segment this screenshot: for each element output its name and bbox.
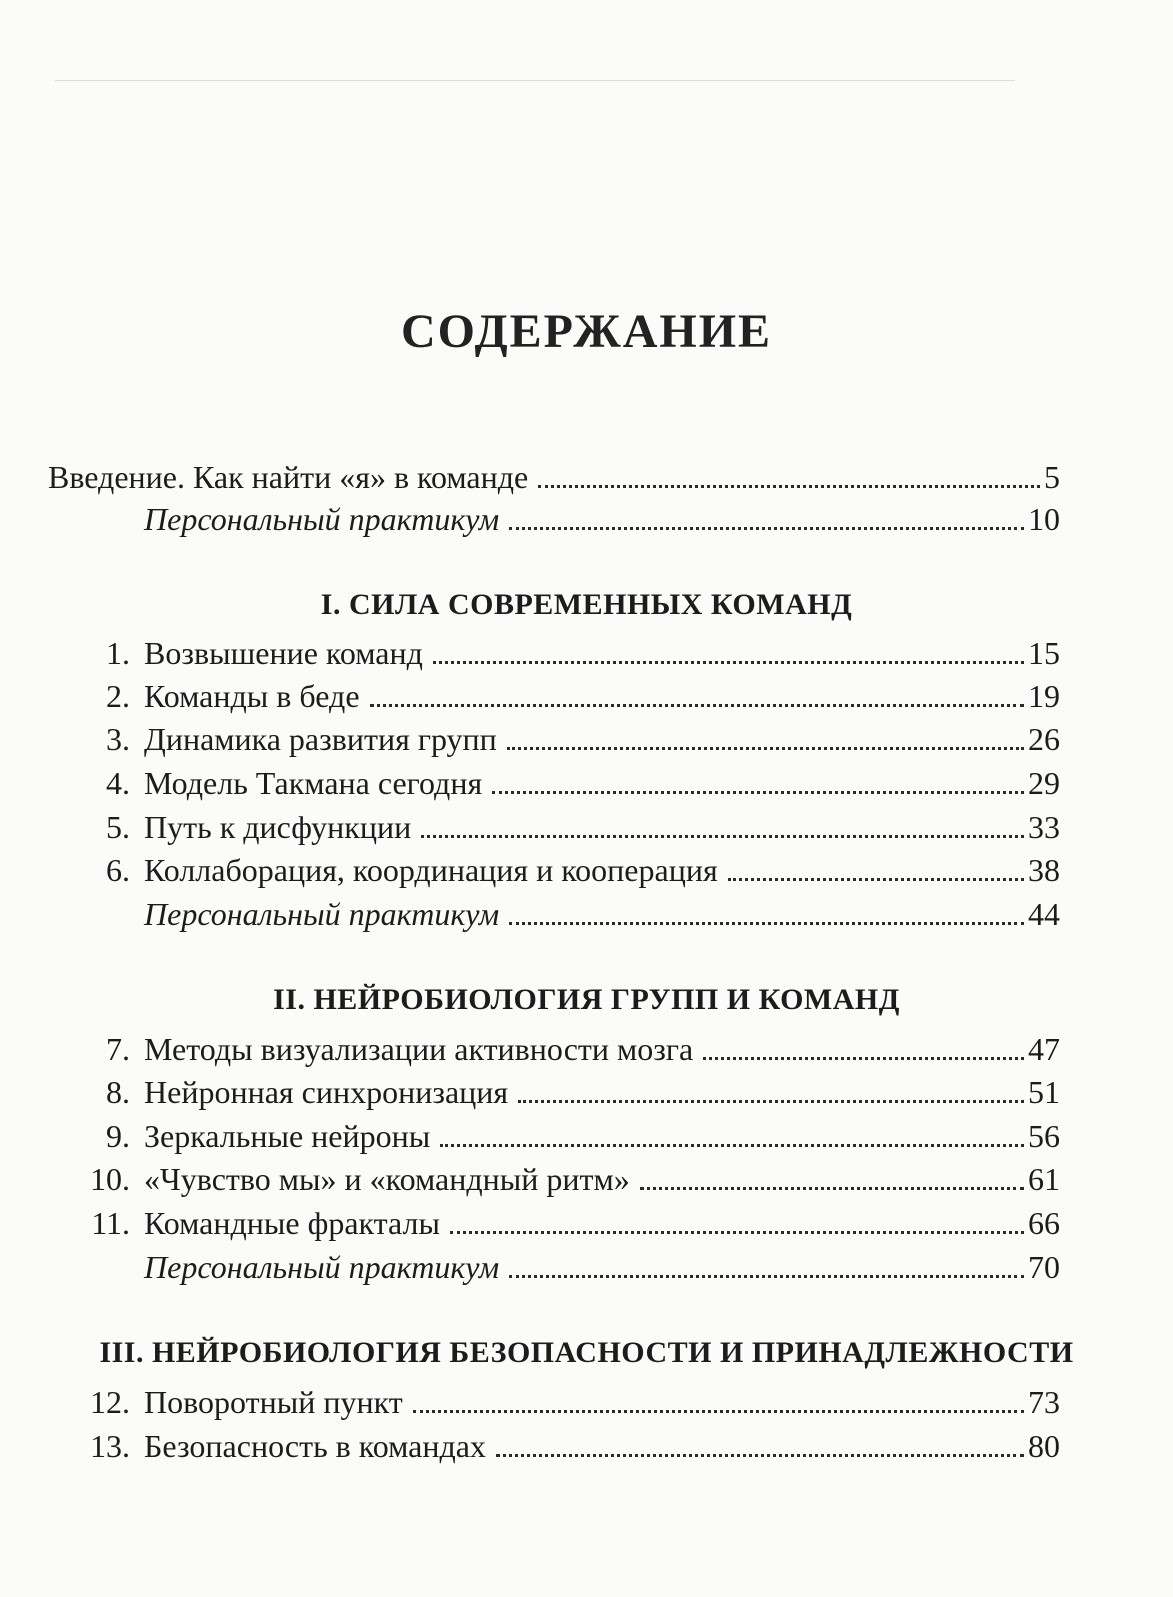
dot-leader: [507, 747, 1024, 750]
dot-leader: [413, 1410, 1024, 1413]
dot-leader: [421, 835, 1024, 838]
toc-entry-practicum: [48, 1248, 1060, 1286]
dot-leader: [509, 1275, 1024, 1278]
toc-entry: [48, 764, 1060, 802]
toc-entry: [48, 1117, 1060, 1155]
toc-entry-label: Модель Такмана сегодня: [144, 765, 483, 801]
toc-entry-page: 80: [1028, 1428, 1060, 1464]
dot-leader: [538, 485, 1040, 488]
toc-entry-label: Безопасность в командах: [144, 1428, 486, 1464]
toc-entry-label: Персональный практикум: [144, 1249, 500, 1285]
bleed-through-rule: [55, 80, 1015, 81]
toc-entry-number: 5.: [106, 809, 130, 845]
toc-entry-page: 26: [1028, 721, 1060, 757]
toc-entry-label: «Чувство мы» и «командный ритм»: [144, 1161, 630, 1197]
toc-entry-page: 19: [1028, 678, 1060, 714]
toc-entry-page: 61: [1028, 1161, 1060, 1197]
toc-entry-label: Методы визуализации активности мозга: [144, 1031, 694, 1067]
dot-leader: [728, 878, 1024, 881]
dot-leader: [518, 1100, 1024, 1103]
toc-entry-label: Нейронная синхронизация: [144, 1074, 509, 1110]
toc-entry-label: Персональный практикум: [144, 896, 500, 932]
toc-entry-number: 7.: [106, 1031, 130, 1067]
toc-entry-intro: [48, 458, 1060, 496]
toc-entry-page: 51: [1028, 1074, 1060, 1110]
toc-entry-label: Введение. Как найти «я» в команде: [48, 459, 529, 495]
toc-entry-page: 10: [1028, 501, 1060, 537]
dot-leader: [433, 661, 1024, 664]
toc-entry-practicum: [48, 895, 1060, 933]
toc-entry-label: Поворотный пункт: [144, 1384, 403, 1420]
toc-entry-page: 70: [1028, 1249, 1060, 1285]
toc-entry-page: 73: [1028, 1384, 1060, 1420]
toc-entry-label: Динамика развития групп: [144, 721, 497, 757]
toc-entry: [48, 1204, 1060, 1242]
toc-entry: [48, 677, 1060, 715]
toc-entry-number: 13.: [90, 1428, 130, 1464]
toc-entry-number: 9.: [106, 1118, 130, 1154]
section-heading-1: I. СИЛА СОВРЕМЕННЫХ КОМАНД: [320, 588, 853, 621]
toc-entry-label: Команды в беде: [144, 678, 360, 714]
dot-leader: [496, 1454, 1024, 1457]
section-heading-2: II. НЕЙРОБИОЛОГИЯ ГРУПП И КОМАНД: [273, 983, 900, 1016]
toc-entry-number: 3.: [106, 721, 130, 757]
toc-entry-page: 56: [1028, 1118, 1060, 1154]
dot-leader: [703, 1057, 1024, 1060]
toc-entry: [48, 1030, 1060, 1068]
dot-leader: [440, 1144, 1024, 1147]
section-heading-3: III. НЕЙРОБИОЛОГИЯ БЕЗОПАСНОСТИ И ПРИНАДЛЕЖНОСТИ: [99, 1336, 1074, 1369]
toc-entry-label: Персональный практикум: [144, 501, 500, 537]
toc-entry-label: Возвышение команд: [144, 635, 423, 671]
toc-entry-page: 44: [1028, 896, 1060, 932]
toc-entry-label: Зеркальные нейроны: [144, 1118, 431, 1154]
toc-entry-number: 12.: [90, 1384, 130, 1420]
toc-entry-page: 5: [1044, 459, 1060, 495]
toc-entry-number: 8.: [106, 1074, 130, 1110]
dot-leader: [450, 1231, 1024, 1234]
toc-entry-number: 1.: [106, 635, 130, 671]
toc-entry-label: Коллаборация, координация и кооперация: [144, 852, 718, 888]
toc-entry-number: 4.: [106, 765, 130, 801]
toc-entry-label: Путь к дисфункции: [144, 809, 412, 845]
toc-entry: [48, 634, 1060, 672]
toc-entry: [48, 1427, 1060, 1465]
toc-entry-page: 33: [1028, 809, 1060, 845]
dot-leader: [509, 527, 1024, 530]
toc-entry: [48, 1073, 1060, 1111]
dot-leader: [640, 1187, 1024, 1190]
toc-entry-number: 10.: [90, 1161, 130, 1197]
toc-entry: [48, 1160, 1060, 1198]
toc-entry-number: 11.: [91, 1205, 130, 1241]
toc-entry-page: 66: [1028, 1205, 1060, 1241]
toc-entry: [48, 720, 1060, 758]
toc-entry-page: 15: [1028, 635, 1060, 671]
page-title: СОДЕРЖАНИЕ: [400, 305, 773, 358]
toc-entry-number: 2.: [106, 678, 130, 714]
toc-entry: [48, 851, 1060, 889]
dot-leader: [492, 791, 1024, 794]
dot-leader: [370, 704, 1024, 707]
toc-entry-page: 29: [1028, 765, 1060, 801]
toc-entry-number: 6.: [106, 852, 130, 888]
toc-entry-label: Командные фракталы: [144, 1205, 440, 1241]
toc-entry: [48, 808, 1060, 846]
dot-leader: [509, 922, 1024, 925]
toc-entry-page: 38: [1028, 852, 1060, 888]
toc-entry: [48, 1383, 1060, 1421]
toc-entry-page: 47: [1028, 1031, 1060, 1067]
toc-entry-intro-practicum: [48, 500, 1060, 538]
